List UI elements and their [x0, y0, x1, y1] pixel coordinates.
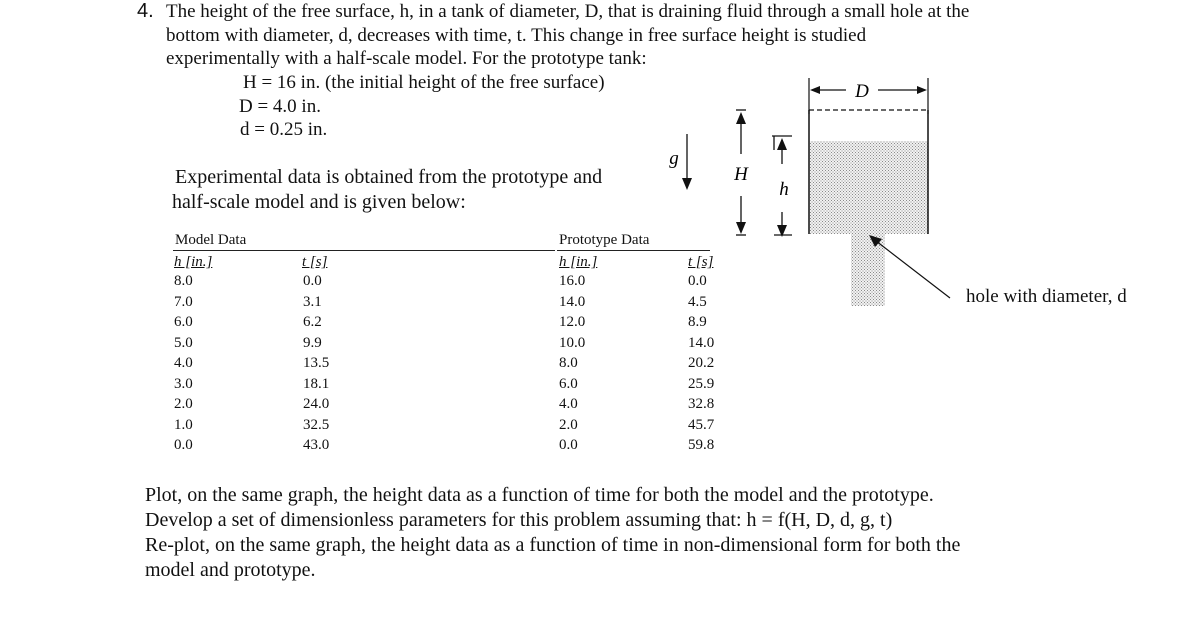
- prototype-col-h: h [in.]: [559, 254, 598, 270]
- task-line-3: Re-plot, on the same graph, the height data as a function of time in non-dimensional form for both the: [145, 534, 961, 556]
- model-row-h: 4.0: [174, 355, 193, 371]
- prototype-row-h: 0.0: [559, 437, 578, 453]
- prototype-row-t: 32.8: [688, 396, 715, 412]
- model-row-h: 1.0: [174, 416, 193, 433]
- label-g: g: [669, 148, 679, 169]
- prototype-row-h: 4.0: [559, 396, 578, 412]
- model-row-t: 32.5: [303, 416, 330, 433]
- intro-line-3: experimentally with a half-scale model. For the prototype tank:: [166, 48, 647, 69]
- label-h: h: [779, 179, 789, 200]
- prototype-row-h: 8.0: [559, 355, 578, 371]
- tank-fluid: [809, 141, 928, 234]
- model-row-t: 9.9: [303, 334, 322, 351]
- prototype-row-h: 16.0: [559, 273, 586, 289]
- model-col-t: t [s]: [302, 254, 328, 270]
- H-arrow-down: [736, 222, 746, 234]
- H-arrow-up: [736, 112, 746, 124]
- prototype-row-t: 25.9: [688, 375, 715, 392]
- d-arrow-right-head: [917, 86, 927, 94]
- model-row-t: 6.2: [303, 314, 322, 330]
- model-row-h: 5.0: [174, 334, 193, 351]
- data-intro-line-1: Experimental data is obtained from the prototype and: [175, 166, 603, 188]
- model-row-h: 7.0: [174, 293, 193, 310]
- prototype-row-t: 4.5: [688, 293, 707, 310]
- prototype-row-t: 8.9: [688, 314, 707, 330]
- prototype-row-t: 45.7: [688, 416, 715, 433]
- prototype-table-title: Prototype Data: [559, 232, 650, 248]
- data-intro-line-2: half-scale model and is given below:: [172, 191, 466, 213]
- model-row-t: 18.1: [303, 375, 330, 392]
- prototype-row-h: 14.0: [559, 293, 586, 310]
- model-row-t: 3.1: [303, 293, 322, 310]
- prototype-row-t: 14.0: [688, 334, 715, 351]
- task-line-2: Develop a set of dimensionless parameters for this problem assuming that: h = f(H, D, d, g, t): [145, 509, 893, 531]
- model-row-t: 24.0: [303, 396, 330, 412]
- tank-diagram: [660, 74, 960, 314]
- model-row-h: 3.0: [174, 375, 193, 392]
- model-row-h: 0.0: [174, 437, 193, 453]
- hole-pointer-line: [876, 241, 950, 298]
- model-row-t: 13.5: [303, 355, 330, 371]
- h-arrow-up: [777, 138, 787, 150]
- prototype-row-h: 10.0: [559, 334, 586, 351]
- model-col-h: h [in.]: [174, 254, 213, 270]
- prototype-col-t: t [s]: [688, 254, 714, 270]
- prototype-row-t: 0.0: [688, 273, 707, 289]
- label-D: D: [855, 81, 869, 102]
- task-line-1: Plot, on the same graph, the height data as a function of time for both the model and the prototype.: [145, 484, 934, 506]
- intro-line-2: bottom with diameter, d, decreases with time, t. This change in free surface height is studied: [166, 25, 867, 46]
- model-table-title: Model Data: [175, 232, 247, 248]
- model-row-t: 0.0: [303, 273, 322, 289]
- label-H: H: [734, 164, 748, 185]
- model-table-rule: [173, 250, 555, 251]
- given-H: H = 16 in. (the initial height of the free surface): [243, 72, 605, 93]
- model-row-t: 43.0: [303, 437, 330, 453]
- draining-jet: [851, 234, 885, 306]
- given-D: D = 4.0 in.: [239, 96, 321, 117]
- hole-label: hole with diameter, d: [966, 286, 1127, 307]
- gravity-arrow-head: [682, 178, 692, 190]
- model-row-h: 6.0: [174, 314, 193, 330]
- prototype-row-h: 6.0: [559, 375, 578, 392]
- prototype-row-h: 2.0: [559, 416, 578, 433]
- given-d: d = 0.25 in.: [240, 119, 328, 140]
- prototype-row-t: 20.2: [688, 355, 715, 371]
- d-arrow-left-head: [810, 86, 820, 94]
- prototype-row-h: 12.0: [559, 314, 586, 330]
- model-row-h: 2.0: [174, 396, 193, 412]
- intro-line-1: The height of the free surface, h, in a tank of diameter, D, that is draining fluid through a small hole at the: [166, 1, 970, 22]
- prototype-row-t: 59.8: [688, 437, 715, 453]
- problem-number: 4.: [137, 0, 154, 22]
- model-row-h: 8.0: [174, 273, 193, 289]
- task-line-4: model and prototype.: [145, 559, 316, 581]
